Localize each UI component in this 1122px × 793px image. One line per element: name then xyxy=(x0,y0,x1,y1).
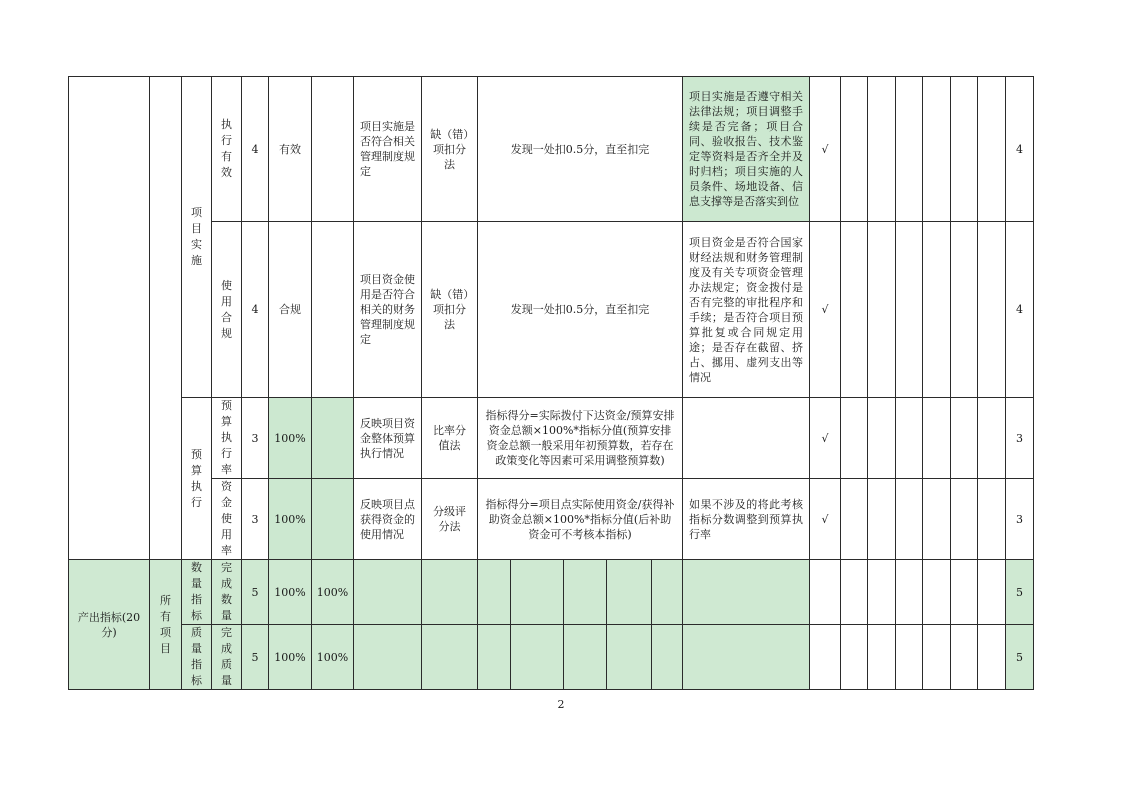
table-row xyxy=(69,398,1034,479)
cell-check: √ xyxy=(810,479,841,560)
cell-level3: 资金使用率 xyxy=(212,479,242,560)
cell-level3: 预算执行率 xyxy=(212,398,242,479)
cell-weight: 3 xyxy=(242,398,269,479)
table-row xyxy=(69,222,1034,398)
cell-actual: 100% xyxy=(312,625,354,690)
cell-weight: 5 xyxy=(242,560,269,625)
cell-level3: 完成数量 xyxy=(212,560,242,625)
cell-level3: 完成质量 xyxy=(212,625,242,690)
cell-standard: 发现一处扣0.5分，直至扣完 xyxy=(478,222,683,398)
cell-standard: 指标得分=实际拨付下达资金/预算安排资金总额×100%*指标分值(预算安排资金总额一般采用年初预算数，若存在政策变化等因素可采用调整预算数) xyxy=(478,398,683,479)
cell-score: 4 xyxy=(1006,222,1034,398)
cell-weight: 4 xyxy=(242,77,269,222)
cell-method: 缺（错）项扣分法 xyxy=(422,222,478,398)
table-row xyxy=(69,479,1034,560)
cell-actual xyxy=(312,479,354,560)
cell-method: 比率分值法 xyxy=(422,398,478,479)
table-row xyxy=(69,560,1034,625)
cell-weight: 3 xyxy=(242,479,269,560)
cell-note: 如果不涉及的将此考核指标分数调整到预算执行率 xyxy=(683,479,810,560)
cell-target: 100% xyxy=(269,398,312,479)
cell-target: 100% xyxy=(269,560,312,625)
cell-level2-quality: 质量指标 xyxy=(182,625,212,690)
cell-actual: 100% xyxy=(312,560,354,625)
evaluation-table xyxy=(68,76,1034,690)
cell-score: 5 xyxy=(1006,625,1034,690)
cell-actual xyxy=(312,222,354,398)
cell-note: 项目实施是否遵守相关法律法规；项目调整手续是否完备；项目合同、验收报告、技术鉴定等资料是否齐全并及时归档；项目实施的人员条件、场地设备、信息支撑等是否落实到位 xyxy=(683,77,810,222)
cell-level3: 使用合规 xyxy=(212,222,242,398)
cell-score: 5 xyxy=(1006,560,1034,625)
cell-description: 项目实施是否符合相关管理制度规定 xyxy=(354,77,422,222)
cell-score: 3 xyxy=(1006,479,1034,560)
table-row xyxy=(69,77,1034,222)
cell-check: √ xyxy=(810,398,841,479)
cell-method: 分级评分法 xyxy=(422,479,478,560)
cell-level3: 执行有效 xyxy=(212,77,242,222)
cell-method: 缺（错）项扣分法 xyxy=(422,77,478,222)
cell-standard: 发现一处扣0.5分，直至扣完 xyxy=(478,77,683,222)
cell-description: 反映项目资金整体预算执行情况 xyxy=(354,398,422,479)
cell-actual xyxy=(312,77,354,222)
cell-weight: 4 xyxy=(242,222,269,398)
cell-actual xyxy=(312,398,354,479)
page-number: 2 xyxy=(557,698,565,711)
cell-score: 3 xyxy=(1006,398,1034,479)
cell-level2-project-implementation: 项目实施 xyxy=(182,77,212,398)
cell-check: √ xyxy=(810,222,841,398)
cell-target: 100% xyxy=(269,625,312,690)
cell-target: 100% xyxy=(269,479,312,560)
cell-score: 4 xyxy=(1006,77,1034,222)
cell-check: √ xyxy=(810,77,841,222)
cell-note xyxy=(683,398,810,479)
cell-level1-output-indicators: 产出指标(20分) xyxy=(69,560,150,690)
cell-scope-continuation xyxy=(150,77,182,560)
cell-level2-budget-execution: 预算执行 xyxy=(182,398,212,560)
cell-standard: 指标得分=项目点实际使用资金/获得补助资金总额×100%*指标分值(后补助资金可不考核本指标) xyxy=(478,479,683,560)
cell-note: 项目资金是否符合国家财经法规和财务管理制度及有关专项资金管理办法规定；资金拨付是否有完整的审批程序和手续；是否符合项目预算批复或合同规定用途；是否存在截留、挤占、挪用、虚列支出等情况 xyxy=(683,222,810,398)
cell-scope-all-projects: 所有项目 xyxy=(150,560,182,690)
cell-level2-quantity: 数量指标 xyxy=(182,560,212,625)
cell-description: 项目资金使用是否符合相关的财务管理制度规定 xyxy=(354,222,422,398)
cell-target: 有效 xyxy=(269,77,312,222)
cell-level1-continuation xyxy=(69,77,150,560)
table-row xyxy=(69,625,1034,690)
cell-description: 反映项目点获得资金的使用情况 xyxy=(354,479,422,560)
cell-target: 合规 xyxy=(269,222,312,398)
cell-weight: 5 xyxy=(242,625,269,690)
